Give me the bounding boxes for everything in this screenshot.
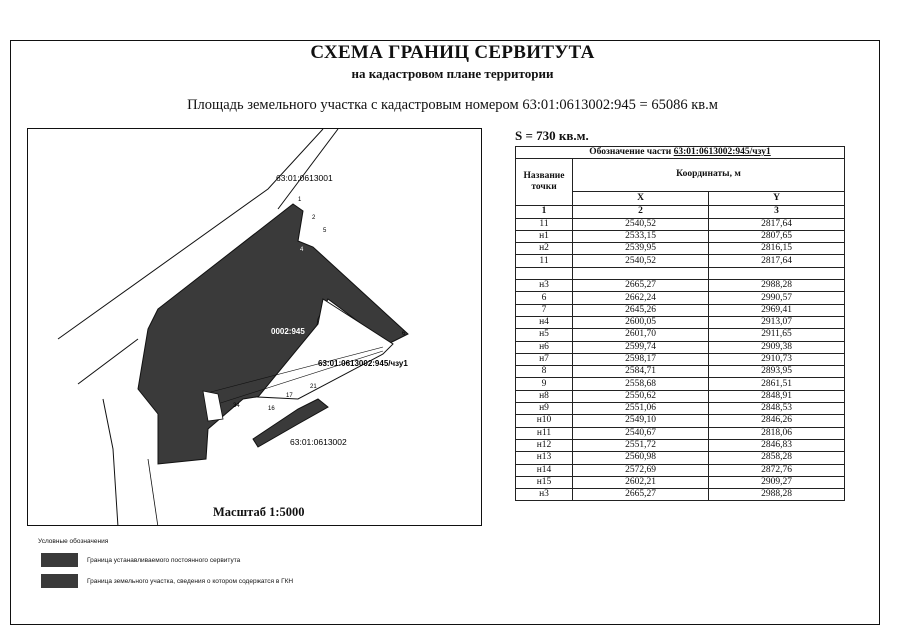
- x-cell: 2540,67: [573, 427, 709, 439]
- x-cell: 2560,98: [573, 452, 709, 464]
- point-name-cell: 11: [516, 218, 573, 230]
- x-cell: 2572,69: [573, 464, 709, 476]
- page-title: СХЕМА ГРАНИЦ СЕРВИТУТА: [310, 42, 595, 63]
- point-name-cell: 7: [516, 304, 573, 316]
- x-cell: 2549,10: [573, 415, 709, 427]
- table-row: [516, 378, 845, 390]
- point-name-cell: 11: [516, 255, 573, 267]
- label-parcel-center: 0002:945: [271, 327, 305, 336]
- table-row: [516, 280, 845, 292]
- x-cell: 2533,15: [573, 230, 709, 242]
- parcel-line-bottom: [148, 459, 158, 526]
- x-cell: 2598,17: [573, 353, 709, 365]
- y-cell: 2909,38: [709, 341, 845, 353]
- point-label: 34: [233, 403, 240, 409]
- point-label: 2: [312, 215, 316, 221]
- label-parcel-bottom: 63:01:0613002: [290, 437, 347, 447]
- x-cell: 2539,95: [573, 243, 709, 255]
- x-cell: 2600,05: [573, 316, 709, 328]
- x-cell: 2558,68: [573, 378, 709, 390]
- y-cell: 2816,15: [709, 243, 845, 255]
- point-name-cell: [516, 267, 573, 279]
- col-name-header: Название точки: [516, 159, 573, 206]
- y-cell: 2909,27: [709, 476, 845, 488]
- point-name-cell: н5: [516, 329, 573, 341]
- point-name-cell: 8: [516, 366, 573, 378]
- servitude-area-value: S = 730 кв.м.: [515, 128, 589, 143]
- y-cell: [709, 267, 845, 279]
- legend-text-servitude: Граница устанавливаемого постоянного сервитута: [87, 557, 241, 564]
- table-row: [516, 230, 845, 242]
- y-cell: 2861,51: [709, 378, 845, 390]
- y-cell: 2817,64: [709, 255, 845, 267]
- point-name-cell: н11: [516, 427, 573, 439]
- label-parcel-top: 63:01:0613001: [276, 173, 333, 183]
- y-cell: 2872,76: [709, 464, 845, 476]
- table-row: [516, 316, 845, 328]
- road-line-left: [78, 339, 138, 384]
- y-cell: 2990,57: [709, 292, 845, 304]
- point-name-cell: н8: [516, 390, 573, 402]
- y-cell: 2848,53: [709, 403, 845, 415]
- table-row: [516, 464, 845, 476]
- part-code: 63:01:0613002:945/чзу1: [673, 147, 771, 158]
- table-row: [516, 353, 845, 365]
- x-cell: 2551,06: [573, 403, 709, 415]
- x-cell: 2599,74: [573, 341, 709, 353]
- point-label: 16: [268, 406, 275, 412]
- point-name-cell: н3: [516, 489, 573, 501]
- x-cell: 2602,21: [573, 476, 709, 488]
- legend-title: Условные обозначения: [38, 538, 109, 545]
- y-cell: 2913,07: [709, 316, 845, 328]
- y-cell: 2817,64: [709, 218, 845, 230]
- point-name-cell: н3: [516, 280, 573, 292]
- x-cell: 2662,24: [573, 292, 709, 304]
- point-label: 21: [310, 384, 317, 390]
- point-name-cell: н9: [516, 403, 573, 415]
- table-row: [516, 489, 845, 501]
- part-designation-row: [516, 147, 845, 159]
- y-cell: 2893,95: [709, 366, 845, 378]
- col-coords-header: Координаты, м: [573, 159, 845, 191]
- x-cell: 2601,70: [573, 329, 709, 341]
- point-name-cell: 6: [516, 292, 573, 304]
- table-row: [516, 476, 845, 488]
- x-cell: 2551,72: [573, 439, 709, 451]
- legend-swatch-servitude: [41, 553, 78, 567]
- y-cell: 2807,65: [709, 230, 845, 242]
- cadastral-map: [27, 128, 482, 526]
- x-cell: 2584,71: [573, 366, 709, 378]
- y-cell: 2969,41: [709, 304, 845, 316]
- table-row: [516, 304, 845, 316]
- point-name-cell: н15: [516, 476, 573, 488]
- legend-text-parcel: Граница земельного участка, сведения о котором содержатся в ГКН: [87, 578, 294, 585]
- point-name-cell: н2: [516, 243, 573, 255]
- x-cell: 2540,52: [573, 255, 709, 267]
- x-cell: 2665,27: [573, 489, 709, 501]
- table-row: [516, 452, 845, 464]
- point-name-cell: н12: [516, 439, 573, 451]
- x-cell: 2550,62: [573, 390, 709, 402]
- point-label: 6: [402, 331, 406, 337]
- point-label: 5: [323, 228, 327, 234]
- point-name-cell: н10: [516, 415, 573, 427]
- map-scale: Масштаб 1:5000: [213, 505, 305, 519]
- point-label: 4: [300, 247, 304, 253]
- table-row: [516, 255, 845, 267]
- table-row: [516, 341, 845, 353]
- point-name-cell: н4: [516, 316, 573, 328]
- point-name-cell: н13: [516, 452, 573, 464]
- col-y-header: Y: [709, 191, 845, 206]
- col-num: 1: [516, 206, 573, 218]
- y-cell: 2988,28: [709, 489, 845, 501]
- y-cell: 2846,83: [709, 439, 845, 451]
- y-cell: 2858,28: [709, 452, 845, 464]
- parcel-line-lower-left: [103, 399, 118, 526]
- point-label: 17: [286, 393, 293, 399]
- table-row: [516, 427, 845, 439]
- coordinates-table: [515, 146, 845, 501]
- y-cell: 2910,73: [709, 353, 845, 365]
- page-subtitle: на кадастровом плане территории: [351, 66, 554, 81]
- table-row: [516, 329, 845, 341]
- x-cell: 2540,52: [573, 218, 709, 230]
- area-statement: Площадь земельного участка с кадастровым номером 63:01:0613002:945 = 65086 кв.м: [187, 97, 718, 113]
- table-row: [516, 267, 845, 279]
- point-label: 1: [298, 197, 302, 203]
- x-cell: 2645,26: [573, 304, 709, 316]
- point-name-cell: н7: [516, 353, 573, 365]
- label-part: 63:01:0613002:945/чзу1: [318, 359, 408, 368]
- table-row: [516, 439, 845, 451]
- x-cell: [573, 267, 709, 279]
- map-drawing: [28, 129, 482, 526]
- table-row: [516, 218, 845, 230]
- table-row: [516, 243, 845, 255]
- col-num: 3: [709, 206, 845, 218]
- point-name-cell: н14: [516, 464, 573, 476]
- table-row: [516, 292, 845, 304]
- table-row: [516, 415, 845, 427]
- point-name-cell: н6: [516, 341, 573, 353]
- table-row: [516, 390, 845, 402]
- header-row: [516, 159, 845, 191]
- legend-swatch-parcel: [41, 574, 78, 588]
- y-cell: 2846,26: [709, 415, 845, 427]
- point-name-cell: н1: [516, 230, 573, 242]
- table-row: [516, 366, 845, 378]
- column-number-row: [516, 206, 845, 218]
- y-cell: 2911,65: [709, 329, 845, 341]
- y-cell: 2988,28: [709, 280, 845, 292]
- point-name-cell: 9: [516, 378, 573, 390]
- col-num: 2: [573, 206, 709, 218]
- col-x-header: X: [573, 191, 709, 206]
- y-cell: 2818,06: [709, 427, 845, 439]
- table-row: [516, 403, 845, 415]
- x-cell: 2665,27: [573, 280, 709, 292]
- y-cell: 2848,91: [709, 390, 845, 402]
- part-prefix: Обозначение части: [589, 147, 674, 158]
